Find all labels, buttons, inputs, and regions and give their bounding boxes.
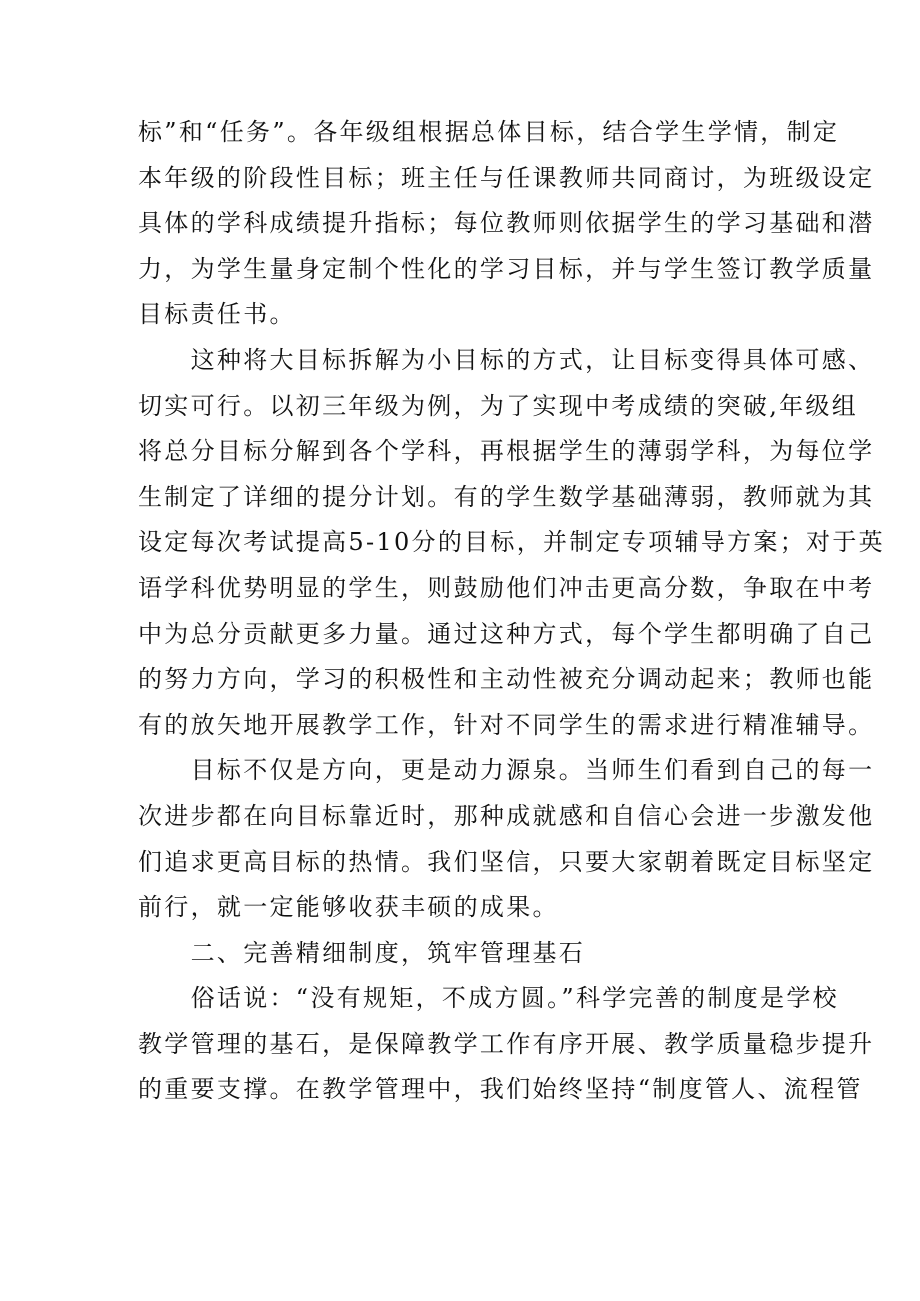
text-line: 具体的学科成绩提升指标；每位教师则依据学生的学习基础和潜 [138, 209, 875, 238]
text-line: 俗话说：“没有规矩，不成方圆。”科学完善的制度是学校 [138, 984, 839, 1013]
text-line: 目标不仅是方向，更是动力源泉。当师生们看到自己的每一 [138, 756, 875, 785]
text-line: 生制定了详细的提分计划。有的学生数学基础薄弱，教师就为其 [138, 482, 875, 511]
document-body [138, 110, 885, 1113]
text-line: 有的放矢地开展教学工作，针对不同学生的需求进行精准辅导。 [138, 710, 875, 739]
text-line: 目标责任书。 [138, 300, 296, 329]
text-line: 中为总分贡献更多力量。通过这种方式，每个学生都明确了自己 [138, 619, 875, 648]
text-line: 前行，就一定能够收获丰硕的成果。 [138, 893, 559, 922]
text-line: 的重要支撑。在教学管理中，我们始终坚持“制度管人、流程管 [138, 1075, 863, 1104]
text-line: 切实可行。以初三年级为例，为了实现中考成绩的突破,年级组 [138, 391, 859, 420]
text-line: 们追求更高目标的热情。我们坚信，只要大家朝着既定目标坚定 [138, 847, 875, 876]
text-line: 标”和“任务”。各年级组根据总体目标，结合学生学情，制定 [138, 118, 840, 146]
text-line: 这种将大目标拆解为小目标的方式，让目标变得具体可感、 [138, 345, 875, 374]
text-line: 次进步都在向目标靠近时，那种成就感和自信心会进一步激发他 [138, 801, 875, 830]
section-heading: 二、完善精细制度，筑牢管理基石 [138, 938, 586, 967]
text-line: 本年级的阶段性目标；班主任与任课教师共同商讨，为班级设定 [138, 163, 875, 192]
text-line: 教学管理的基石，是保障教学工作有序开展、教学质量稳步提升 [138, 1029, 875, 1058]
text-line: 设定每次考试提高5-10分的目标，并制定专项辅导方案；对于英 [138, 528, 885, 557]
text-line: 语学科优势明显的学生，则鼓励他们冲击更高分数，争取在中考 [138, 573, 875, 602]
text-line: 将总分目标分解到各个学科，再根据学生的薄弱学科，为每位学 [138, 437, 875, 466]
text-line: 力，为学生量身定制个性化的学习目标，并与学生签订教学质量 [138, 254, 875, 283]
text-line: 的努力方向，学习的积极性和主动性被充分调动起来；教师也能 [138, 665, 875, 694]
